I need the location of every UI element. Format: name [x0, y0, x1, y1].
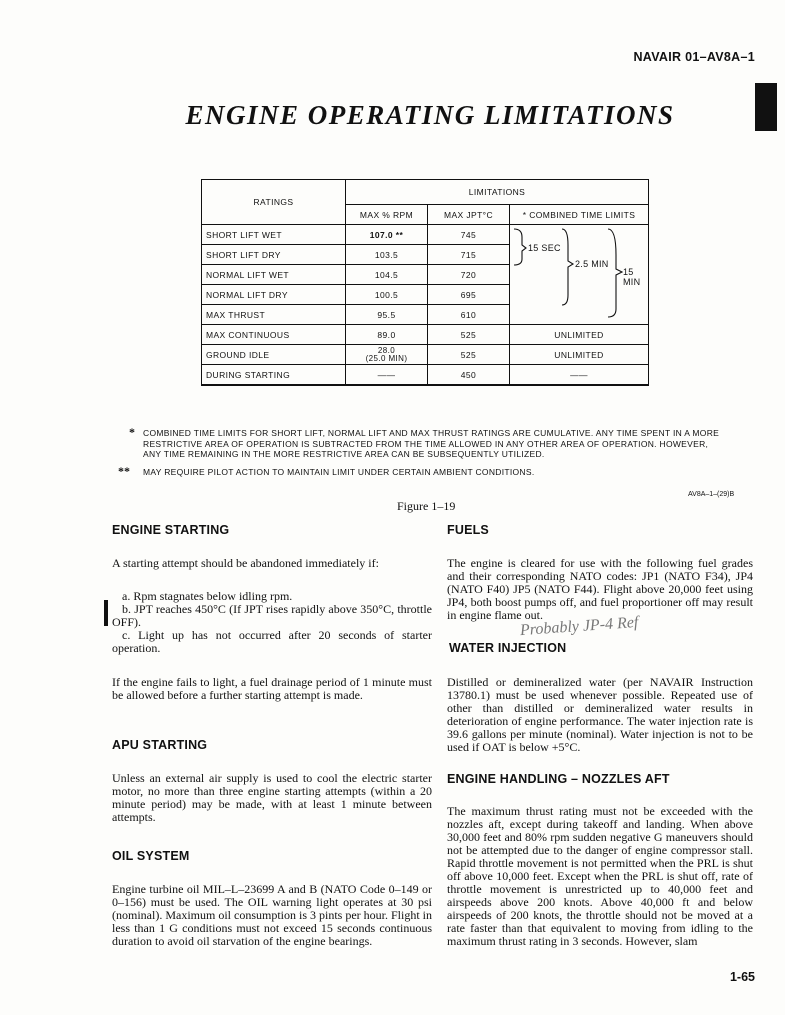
time-cell: UNLIMITED	[510, 325, 649, 345]
para-nozzles-aft: The maximum thrust rating must not be exceeded with the nozzles aft, except during takeoff and landing. When above 30,000 feet and 80% rpm sudden negative G maneuvers should not be attempted due to the danger of engine compressor stall. Rapid throttle movement is not permitted when the PRL is shut off above 10,000 feet. Except when the PRL is shut off, rate of throttle movement is unrestricted up to 40,000 feet and airspeeds above 200 knots. Above 40,000 ft and below airspeeds of 200 knots, the throttle should not be moved at a rate faster than that equivalent to moving from idling to the maximum thrust rating in 3 seconds. However, slam	[447, 804, 753, 948]
table-row	[202, 365, 649, 386]
rpm-cell	[346, 345, 428, 365]
note-1-marker: *	[129, 425, 135, 439]
note-2: MAY REQUIRE PILOT ACTION TO MAINTAIN LIMIT UNDER CERTAIN AMBIENT CONDITIONS.	[143, 467, 535, 477]
para-apu-starting: Unless an external air supply is used to cool the electric starter motor, no more than three engine starting attempts (within a 20 minute period) may be made, with at least 1 minute between attempts.	[112, 771, 432, 824]
jpt-cell: 720	[428, 265, 510, 285]
engine-limitations-table	[201, 179, 649, 386]
time-cell: UNLIMITED	[510, 345, 649, 365]
rpm-cell: 103.5	[346, 245, 428, 265]
handwritten-note: Probably JP-4 Ref	[519, 613, 639, 640]
jpt-cell: 745	[428, 225, 510, 245]
rpm-value: 28.0	[377, 345, 396, 355]
para-starting-intro: A starting attempt should be abandoned immediately if:	[112, 556, 379, 570]
jpt-cell: 450	[428, 365, 510, 386]
para-fuels: The engine is cleared for use with the following fuel grades and their corresponding NATO codes: JP1 (NATO F34), JP4 (NATO F40) JP5 (NATO F44). Flight above 20,000 feet using JP4, both boost pumps off, and fuel proportioner off may result in engine flame out.	[447, 556, 753, 622]
table-row	[202, 325, 649, 345]
rating-cell: GROUND IDLE	[202, 345, 346, 365]
rpm-cell: 95.5	[346, 305, 428, 325]
rating-cell: SHORT LIFT WET	[202, 225, 346, 245]
list-item: a. Rpm stagnates below idling rpm.	[122, 589, 293, 603]
heading-oil-system: OIL SYSTEM	[112, 849, 190, 863]
rpm-cell: 104.5	[346, 265, 428, 285]
jpt-cell: 695	[428, 285, 510, 305]
jpt-cell: 715	[428, 245, 510, 265]
heading-water-injection: WATER INJECTION	[449, 641, 567, 655]
jpt-cell: 525	[428, 325, 510, 345]
rpm-min-value: (25.0 MIN)	[365, 353, 408, 363]
heading-apu-starting: APU STARTING	[112, 738, 208, 752]
change-bar	[104, 600, 108, 626]
col-header-jpt: MAX JPT°C	[428, 205, 510, 225]
table-row	[202, 345, 649, 365]
col-header-rpm: MAX % RPM	[346, 205, 428, 225]
jpt-cell: 525	[428, 345, 510, 365]
rpm-cell: ——	[346, 365, 428, 386]
bracket-label-15-min: 15 MIN	[623, 267, 641, 287]
note-1: COMBINED TIME LIMITS FOR SHORT LIFT, NORMAL LIFT AND MAX THRUST RATINGS ARE CUMULATIVE. ANY TIME SPENT IN A MORE RESTRICTIVE AREA OF OPERATION IS SUBTRACTED FROM THE TIME ALLOWED IN ANY OTHER AREA OF OPERATION. HOWEVER, ANY TIME REMAINING IN THE MORE RESTRICTIVE AREA CAN BE SUBSEQUENTLY UTILIZED.	[143, 428, 720, 459]
col-header-time: * COMBINED TIME LIMITS	[510, 205, 649, 225]
rating-cell: NORMAL LIFT WET	[202, 265, 346, 285]
list-item: b. JPT reaches 450°C (If JPT rises rapidly above 350°C, throttle OFF).	[112, 602, 432, 629]
figure-code: AV8A–1–(29)B	[688, 491, 735, 498]
starting-abort-list	[112, 590, 432, 655]
rating-cell: MAX CONTINUOUS	[202, 325, 346, 345]
bracket-label-2-5-min: 2.5 MIN	[575, 259, 609, 269]
rating-cell: NORMAL LIFT DRY	[202, 285, 346, 305]
note-2-marker: **	[118, 464, 130, 478]
document-code: NAVAIR 01–AV8A–1	[633, 50, 755, 64]
para-fuel-drainage: If the engine fails to light, a fuel drainage period of 1 minute must be allowed before a further starting attempt is made.	[112, 675, 432, 702]
rpm-cell: 89.0	[346, 325, 428, 345]
table-row	[202, 225, 649, 245]
rating-cell: MAX THRUST	[202, 305, 346, 325]
jpt-cell: 610	[428, 305, 510, 325]
heading-fuels: FUELS	[447, 523, 489, 537]
list-item: c. Light up has not occurred after 20 seconds of starter operation.	[112, 628, 432, 655]
heading-nozzles-aft: ENGINE HANDLING – NOZZLES AFT	[447, 772, 670, 786]
section-thumb-tab	[755, 83, 777, 131]
rating-cell: SHORT LIFT DRY	[202, 245, 346, 265]
limitations-header: LIMITATIONS	[346, 180, 649, 205]
bracket-label-15-sec: 15 SEC	[528, 243, 561, 253]
figure-caption: Figure 1–19	[397, 499, 456, 513]
heading-engine-starting: ENGINE STARTING	[112, 523, 230, 537]
page-number: 1-65	[729, 970, 755, 984]
para-oil-system: Engine turbine oil MIL–L–23699 A and B (NATO Code 0–149 or 0–156) must be used. The OIL warning light operates at 30 psi (nominal). Maximum oil consumption is 3 pints per hour. Flight in less than 1 G conditions must not exceed 15 seconds continuous duration to avoid oil starvation of the engine bearings.	[112, 882, 432, 948]
para-water-injection: Distilled or demineralized water (per NAVAIR Instruction 13780.1) must be used whenever possible. Repeated use of other than distilled or demineralized water results in deterioration of engine performance. The water injection rate is 39.6 gallons per minute (nominal). Water injection is not to be used if OAT is below +5°C.	[447, 675, 753, 754]
page-title: ENGINE OPERATING LIMITATIONS	[185, 100, 675, 130]
rpm-cell: 100.5	[346, 285, 428, 305]
rpm-cell: 107.0 **	[346, 225, 428, 245]
combined-time-cell	[510, 225, 649, 325]
time-cell: ——	[510, 365, 649, 386]
ratings-header: RATINGS	[202, 180, 346, 225]
rating-cell: DURING STARTING	[202, 365, 346, 386]
